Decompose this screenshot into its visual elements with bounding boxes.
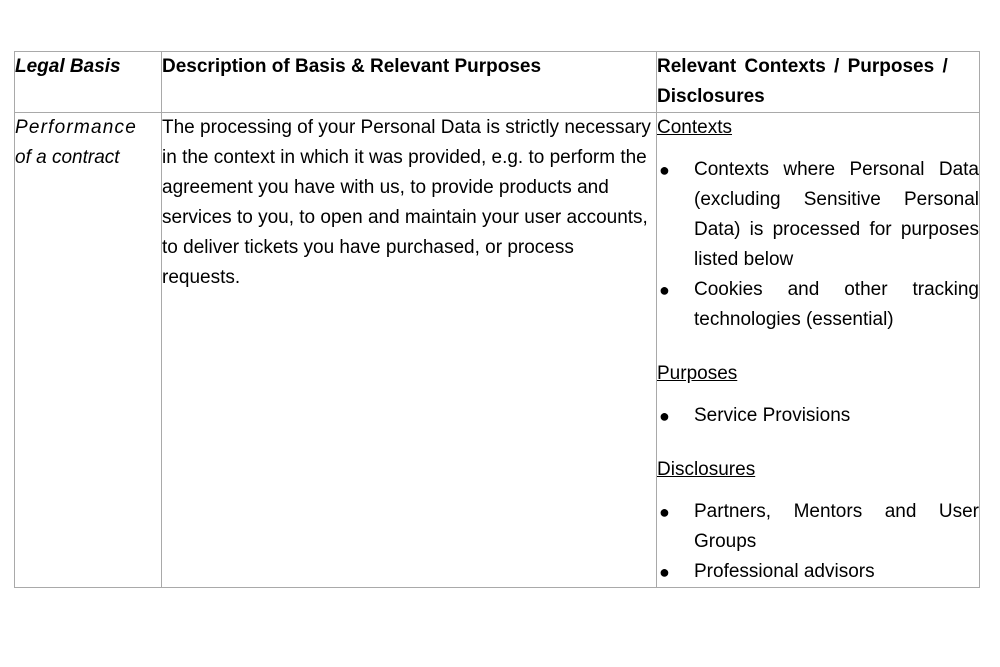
- disclosures-list: [657, 497, 979, 587]
- table-header-row: [15, 52, 980, 113]
- bullet-icon: ●: [659, 280, 670, 300]
- context-item-text: Cookies and other tracking technologies (essential): [694, 279, 979, 330]
- table-row: [15, 113, 980, 588]
- list-item: [657, 497, 979, 557]
- bullet-icon: ●: [659, 406, 670, 426]
- legal-basis-table: [14, 51, 980, 588]
- contexts-cell: [657, 113, 980, 588]
- header-legal-basis: Legal Basis: [15, 52, 162, 113]
- bullet-icon: ●: [659, 562, 670, 582]
- contexts-title: Contexts: [657, 117, 732, 138]
- legal-basis-cell: [15, 113, 162, 588]
- purposes-title: Purposes: [657, 363, 738, 384]
- disclosures-title: Disclosures: [657, 459, 756, 480]
- purpose-item-text: Service Provisions: [694, 405, 851, 426]
- context-item-text: Contexts where Personal Data (excluding Sensitive Personal Data) is processed for purposes listed below: [694, 159, 979, 270]
- contexts-list: [657, 155, 979, 335]
- list-item: [657, 557, 979, 587]
- legal-basis-line-2: of a contract: [15, 147, 120, 168]
- list-item: [657, 155, 979, 275]
- list-item: [657, 401, 979, 431]
- disclosure-item-text: Professional advisors: [694, 561, 875, 582]
- list-item: [657, 275, 979, 335]
- header-description: Description of Basis & Relevant Purposes: [162, 52, 657, 113]
- bullet-icon: ●: [659, 160, 670, 180]
- disclosure-item-text: Partners, Mentors and User Groups: [694, 501, 979, 552]
- description-cell: The processing of your Personal Data is strictly necessary in the context in which it was provided, e.g. to perform the agreement you have with us, to provide products and services to you, to open and maintain your user accounts, to deliver tickets you have purchased, or process requests.: [162, 113, 657, 588]
- legal-basis-line-1: Performance: [15, 117, 137, 138]
- purposes-list: [657, 401, 979, 431]
- header-contexts: Relevant Contexts / Purposes / Disclosures: [657, 52, 980, 113]
- bullet-icon: ●: [659, 502, 670, 522]
